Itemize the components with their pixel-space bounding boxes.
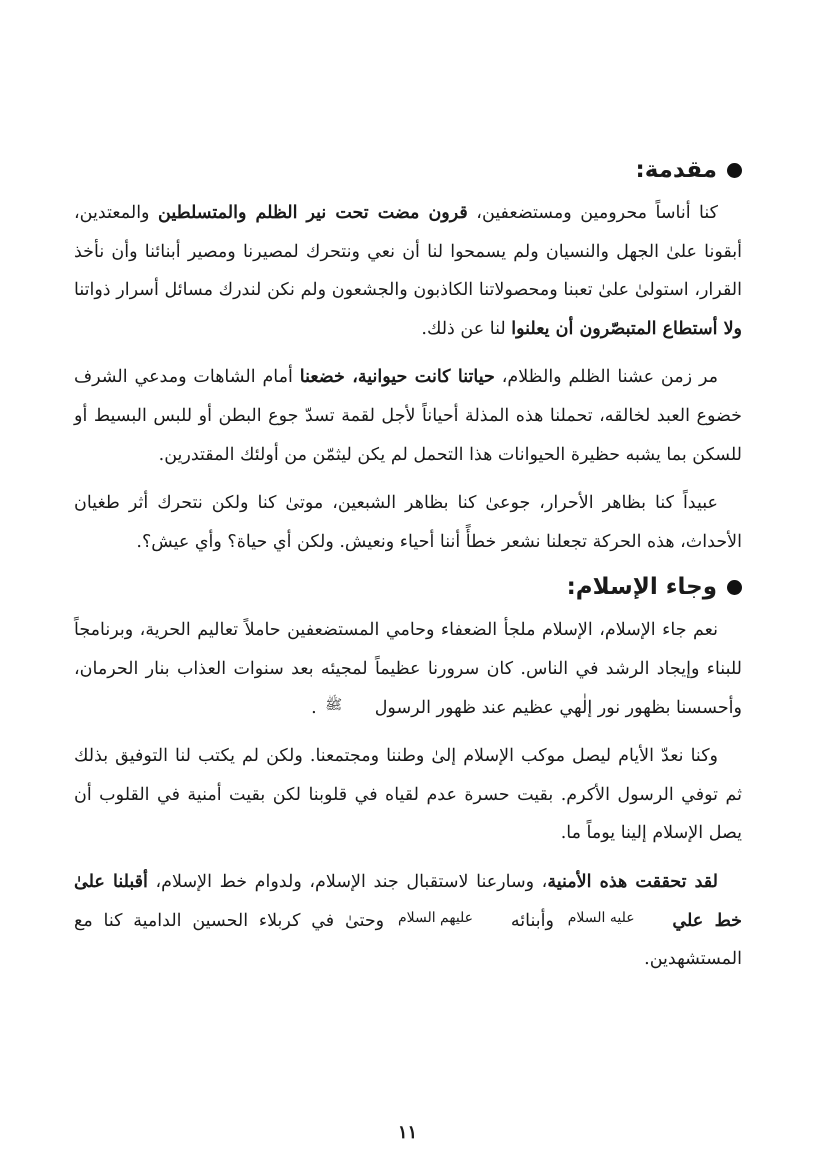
honorific-symbol: عليهم السلام: [397, 909, 474, 926]
text-run: مر زمن عشنا الظلم والظلام،: [494, 367, 718, 388]
text-run: وحتىٰ في كربلاء الحسين الدامية كنا مع المستشهدين.: [74, 910, 742, 970]
bullet-icon: [727, 163, 742, 178]
bold-run: ولا أستطاع المتبصّرون أن يعلنوا: [511, 318, 742, 339]
text-run: نعم جاء الإسلام، الإسلام ملجأ الضعفاء وحامي المستضعفين حاملاً تعاليم الحرية، وبرنامجاً للبناء وإيجاد الرشد في الناس. كان سرورنا عظيماً لمجيئه بعد سنوات العذاب بنار الحرمان، وأحسسنا بظهور نور إلٰهي عظيم عند ظهور الرسول: [74, 620, 742, 718]
text-run: كنا أناساً محرومين ومستضعفين،: [467, 203, 718, 223]
paragraph: [74, 194, 742, 348]
bold-run: أقبلنا علىٰ خط علي: [74, 871, 743, 931]
text-run: والمعتدين، أبقونا علىٰ الجهل والنسيان ولم يسمحوا لنا أن نعي ونتحرك لمصيرنا ومصير أبنائنا وأن نأخذ القرار، استولىٰ علىٰ تعبنا ومحصولاتنا الكاذبون والجشعون ولم نكن لندرك مسائل أسرار ذواتنا: [74, 203, 742, 301]
text-run: .: [311, 697, 323, 718]
honorific-symbol: عليه السلام: [567, 909, 635, 926]
bullet-icon: [727, 580, 742, 595]
paragraph: [74, 611, 742, 727]
bold-run: قرون مضت تحت نير الظلم والمتسلطين: [158, 203, 468, 223]
paragraph: وكنا نعدّ الأيام ليصل موكب الإسلام إلىٰ وطننا ومجتمعنا. ولكن لم يكتب لنا التوفيق بذلك ثم توفي الرسول الأكرم. بقيت حسرة عدم لقياه في قلوبنا لكن بقيت أمنية في القلوب أن يصل الإسلام إلينا يوماً ما.: [74, 746, 742, 844]
text-run: أمام الشاهات ومدعي الشرف خضوع العبد لخالقه، تحملنا هذه المذلة أحياناً لأجل لقمة تسدّ جوع البطن أو للبس البسيط أو للسكن بما يشبه حظيرة الحيوانات هذا التحمل لم يكن ليثمّن من أولئك المقتدرين.: [74, 367, 742, 465]
page-number: ١١: [397, 1122, 418, 1143]
text-run: ، وسارعنا لاستقبال جند الإسلام، ولدوام خط الإسلام،: [147, 871, 548, 892]
heading-text: مقدمة:: [635, 157, 717, 183]
heading-text: وجاء الإسلام:: [566, 574, 717, 601]
paragraph: [74, 358, 742, 474]
honorific-symbol: ﷺ: [325, 696, 343, 713]
bold-run: لقد تحققت هذه الأمنية: [547, 871, 718, 892]
bold-run: حياتنا كانت حيوانية، خضعنا: [299, 367, 495, 388]
section-heading-introduction: [74, 150, 742, 190]
text-run: وأبنائه: [500, 910, 565, 931]
paragraph: [74, 863, 742, 979]
page-body: [74, 150, 742, 989]
paragraph: عبيداً كنا بظاهر الأحرار، جوعىٰ كنا بظاهر الشبعين، موتىٰ كنا ولكن نتحرك أثر طغيان الأحداث، هذه الحركة تجعلنا نشعر خطأً أننا أحياء ونعيش. ولكن أي حياة؟ وأي عيش؟.: [74, 493, 742, 552]
section-heading-islam: [74, 567, 742, 607]
text-run: لنا عن ذلك.: [421, 318, 512, 339]
